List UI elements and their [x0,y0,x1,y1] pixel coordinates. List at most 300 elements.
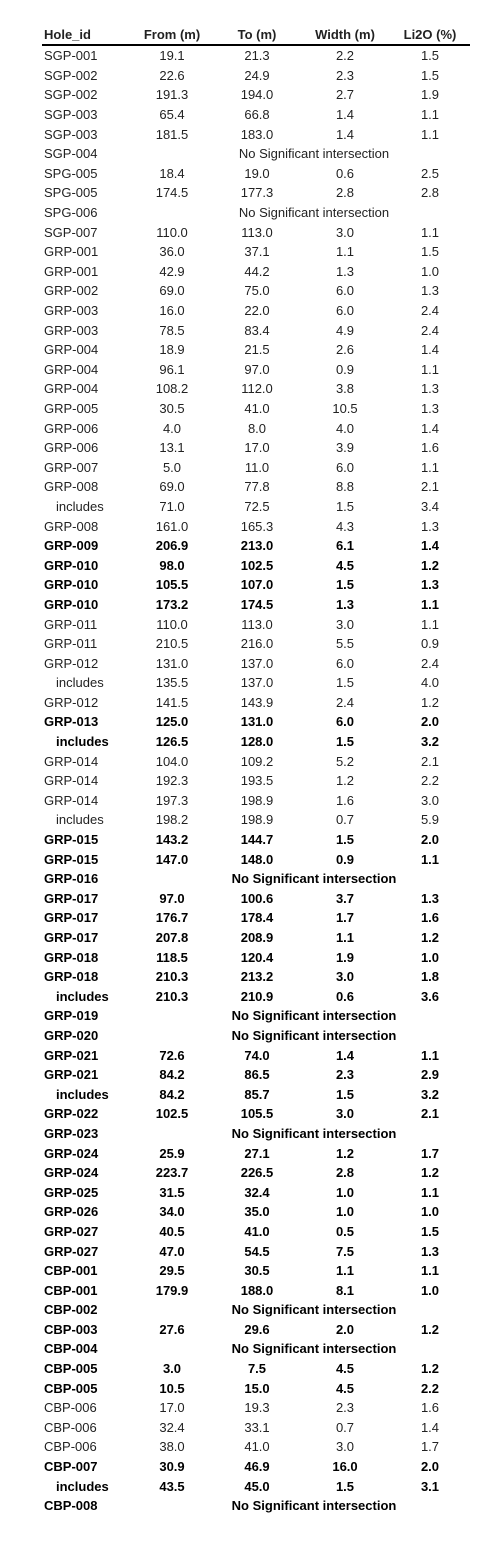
table-row [42,1182,470,1202]
to-cell: 109.2 [240,753,274,769]
to-cell: 216.0 [240,636,274,652]
li2o-cell: 1.7 [420,1439,440,1455]
table-row [42,928,470,948]
to-cell: 15.0 [244,1380,270,1396]
width-cell: 2.3 [335,1067,355,1083]
to-cell: 213.2 [240,969,274,985]
li2o-cell: 2.2 [420,773,440,789]
li2o-cell: 2.0 [420,832,440,848]
li2o-cell: 3.6 [420,988,440,1004]
table-row [42,438,470,458]
hole-id-cell: GRP-007 [44,459,99,475]
from-cell: 143.2 [155,832,189,848]
hole-id-cell: GRP-013 [44,714,99,730]
table-row [42,1202,470,1222]
hole-id-cell: GRP-006 [44,440,99,456]
hole-id-cell: GRP-009 [44,538,99,554]
li2o-cell: 1.2 [420,694,440,710]
to-cell: 74.0 [244,1047,270,1063]
to-cell: 148.0 [240,851,274,867]
to-cell: 21.5 [244,342,270,358]
li2o-cell: 1.4 [420,538,440,554]
to-cell: 44.2 [244,263,270,279]
li2o-cell: 1.2 [420,1321,440,1337]
table-row [42,947,470,967]
li2o-cell: 1.3 [420,890,440,906]
li2o-cell: 5.9 [420,812,440,828]
width-cell: 5.5 [335,636,355,652]
table-header [42,24,470,45]
from-cell: 4.0 [162,420,182,436]
to-cell: 198.9 [240,812,274,828]
width-cell: 0.9 [335,851,355,867]
li2o-cell: 3.1 [420,1478,440,1494]
table-row [42,555,470,575]
to-cell: 45.0 [244,1478,270,1494]
from-cell: 198.2 [155,812,189,828]
hole-id-cell: CBP-004 [44,1341,98,1357]
note-cell: No Significant intersection [231,1498,397,1514]
li2o-cell: 1.3 [420,1243,440,1259]
width-cell: 1.2 [335,1145,355,1161]
table-row [42,379,470,399]
table-row [42,1045,470,1065]
li2o-cell: 1.6 [420,910,440,926]
to-cell: 17.0 [244,440,270,456]
from-cell: 102.5 [155,1106,189,1122]
width-cell: 4.9 [335,322,355,338]
to-cell: 22.0 [244,303,270,319]
to-cell: 128.0 [240,734,274,750]
li2o-cell: 3.2 [420,1086,440,1102]
table-row [42,673,470,693]
hole-id-cell: GRP-015 [44,832,99,848]
to-cell: 46.9 [244,1459,270,1475]
li2o-cell: 1.5 [420,67,440,83]
table-row [42,653,470,673]
width-cell: 1.5 [335,498,355,514]
width-cell: 16.0 [332,1459,358,1475]
to-cell: 19.3 [244,1400,270,1416]
to-cell: 97.0 [244,361,270,377]
table-row [42,516,470,536]
hole-id-cell: GRP-020 [44,1027,99,1043]
header-hole-id: Hole_id [42,24,130,45]
width-cell: 1.4 [335,1047,355,1063]
to-cell: 208.9 [240,930,274,946]
to-cell: 105.5 [240,1106,274,1122]
hole-id-cell: SGP-007 [44,224,98,240]
table-row [42,1241,470,1261]
li2o-cell: 1.1 [420,224,440,240]
from-cell: 210.3 [155,988,189,1004]
header-to: To (m) [214,24,300,45]
from-cell: 176.7 [155,910,189,926]
from-cell: 22.6 [159,67,185,83]
hole-id-cell: GRP-024 [44,1145,99,1161]
width-cell: 3.0 [335,1439,355,1455]
from-cell: 36.0 [159,244,185,260]
li2o-cell: 1.5 [420,1223,440,1239]
width-cell: 1.3 [335,596,355,612]
li2o-cell: 1.0 [420,1204,440,1220]
table-row [42,1065,470,1085]
hole-id-cell: CBP-003 [44,1321,98,1337]
li2o-cell: 1.2 [420,1165,440,1181]
to-cell: 19.0 [244,165,270,181]
to-cell: 86.5 [244,1067,270,1083]
width-cell: 10.5 [332,400,358,416]
to-cell: 137.0 [240,655,274,671]
width-cell: 3.9 [335,440,355,456]
li2o-cell: 1.7 [420,1145,440,1161]
width-cell: 4.3 [335,518,355,534]
hole-id-cell: GRP-014 [44,792,99,808]
hole-id-cell: GRP-010 [44,577,99,593]
to-cell: 188.0 [240,1282,274,1298]
hole-id-cell: GRP-011 [44,616,98,632]
hole-id-cell: SGP-002 [44,67,98,83]
from-cell: 3.0 [162,1361,182,1377]
table-row [42,1143,470,1163]
hole-id-cell: CBP-006 [44,1400,97,1416]
from-cell: 69.0 [159,283,185,299]
li2o-cell: 1.1 [420,851,440,867]
hole-id-cell: GRP-018 [44,969,99,985]
hole-id-cell: GRP-015 [44,851,99,867]
li2o-cell: 4.0 [420,675,440,691]
li2o-cell: 1.5 [420,244,440,260]
drill-results-table [42,24,470,1516]
from-cell: 98.0 [159,557,185,573]
width-cell: 1.1 [335,244,355,260]
width-cell: 4.0 [335,420,355,436]
from-cell: 173.2 [155,596,189,612]
li2o-cell: 1.1 [420,1263,440,1279]
width-cell: 1.9 [335,949,355,965]
to-cell: 41.0 [244,1439,270,1455]
to-cell: 83.4 [244,322,270,338]
width-cell: 2.0 [335,1321,355,1337]
hole-id-cell: CBP-007 [44,1459,98,1475]
from-cell: 31.5 [159,1184,185,1200]
from-cell: 10.5 [159,1380,185,1396]
to-cell: 210.9 [240,988,274,1004]
hole-id-cell: SGP-003 [44,107,98,123]
table-row [42,849,470,869]
table-row [42,1496,470,1516]
table-row [42,595,470,615]
table-row [42,536,470,556]
li2o-cell: 1.1 [420,126,440,142]
from-cell: 29.5 [159,1263,185,1279]
width-cell: 1.0 [335,1184,355,1200]
width-cell: 6.0 [335,714,355,730]
table-row [42,712,470,732]
from-cell: 25.9 [159,1145,185,1161]
to-cell: 30.5 [244,1263,270,1279]
table-row [42,124,470,144]
to-cell: 198.9 [240,792,274,808]
hole-id-cell: includes [56,498,104,514]
li2o-cell: 2.1 [420,1106,440,1122]
from-cell: 191.3 [155,87,189,103]
hole-id-cell: CBP-002 [44,1302,98,1318]
hole-id-cell: GRP-012 [44,655,99,671]
hole-id-cell: SGP-002 [44,87,98,103]
from-cell: 131.0 [155,655,189,671]
li2o-cell: 2.1 [420,753,440,769]
li2o-cell: 2.0 [420,714,440,730]
header-from: From (m) [130,24,214,45]
li2o-cell: 2.0 [420,1459,440,1475]
width-cell: 0.9 [335,361,355,377]
note-cell: No Significant intersection [231,1008,397,1024]
width-cell: 6.0 [335,303,355,319]
width-cell: 2.2 [335,48,355,64]
table-row [42,1163,470,1183]
width-cell: 3.0 [335,1106,355,1122]
li2o-cell: 1.3 [420,577,440,593]
width-cell: 4.5 [335,1380,355,1396]
li2o-cell: 2.4 [420,322,440,338]
width-cell: 6.0 [335,283,355,299]
table-row [42,810,470,830]
table-row [42,1261,470,1281]
table-row [42,281,470,301]
from-cell: 32.4 [159,1419,185,1435]
table-row [42,360,470,380]
table-row [42,457,470,477]
note-cell: No Significant intersection [231,871,397,887]
from-cell: 34.0 [159,1204,185,1220]
li2o-cell: 1.4 [420,342,440,358]
hole-id-cell: SGP-004 [44,146,98,162]
from-cell: 108.2 [155,381,189,397]
hole-id-cell: GRP-018 [44,949,99,965]
width-cell: 1.5 [335,577,355,593]
width-cell: 2.3 [335,1400,355,1416]
table-row [42,1320,470,1340]
table-row [42,1418,470,1438]
to-cell: 54.5 [244,1243,270,1259]
table-row [42,908,470,928]
to-cell: 11.0 [244,459,270,475]
from-cell: 17.0 [159,1400,185,1416]
from-cell: 43.5 [159,1478,185,1494]
from-cell: 84.2 [159,1086,185,1102]
hole-id-cell: GRP-001 [44,244,99,260]
to-cell: 144.7 [240,832,274,848]
table-row [42,1280,470,1300]
hole-id-cell: CBP-001 [44,1263,98,1279]
hole-id-cell: GRP-014 [44,753,99,769]
table-body [42,45,470,1516]
width-cell: 1.6 [335,792,355,808]
from-cell: 110.0 [156,224,188,240]
hole-id-cell: CBP-005 [44,1380,98,1396]
from-cell: 69.0 [159,479,185,495]
from-cell: 40.5 [159,1223,185,1239]
table-row [42,967,470,987]
from-cell: 47.0 [159,1243,185,1259]
from-cell: 126.5 [155,734,189,750]
hole-id-cell: CBP-005 [44,1361,98,1377]
width-cell: 1.1 [335,930,355,946]
li2o-cell: 1.3 [420,381,440,397]
from-cell: 135.5 [155,675,189,691]
width-cell: 3.7 [335,890,355,906]
hole-id-cell: GRP-017 [44,890,99,906]
hole-id-cell: includes [56,675,104,691]
note-cell: No Significant intersection [231,1302,397,1318]
li2o-cell: 1.5 [420,48,440,64]
hole-id-cell: includes [56,1086,109,1102]
table-row [42,1359,470,1379]
to-cell: 213.0 [240,538,274,554]
table-row [42,164,470,184]
table-row [42,1339,470,1359]
to-cell: 112.0 [241,381,273,397]
width-cell: 6.0 [335,655,355,671]
table-row [42,418,470,438]
to-cell: 32.4 [244,1184,270,1200]
header-width: Width (m) [300,24,390,45]
from-cell: 42.9 [159,263,185,279]
note-cell: No Significant intersection [238,205,390,221]
table-row [42,477,470,497]
note-cell: No Significant intersection [231,1027,397,1043]
li2o-cell: 1.6 [420,1400,440,1416]
from-cell: 30.9 [159,1459,185,1475]
hole-id-cell: GRP-004 [44,381,99,397]
hole-id-cell: GRP-006 [44,420,99,436]
table-row [42,1378,470,1398]
width-cell: 1.2 [335,773,355,789]
li2o-cell: 2.2 [420,1380,440,1396]
width-cell: 2.8 [335,185,355,201]
width-cell: 2.6 [335,342,355,358]
from-cell: 125.0 [155,714,189,730]
hole-id-cell: GRP-021 [44,1067,99,1083]
from-cell: 18.9 [159,342,185,358]
width-cell: 4.5 [335,1361,355,1377]
header-row [42,24,470,45]
hole-id-cell: GRP-022 [44,1106,99,1122]
li2o-cell: 3.2 [420,734,440,750]
to-cell: 7.5 [247,1361,267,1377]
table-row [42,1398,470,1418]
width-cell: 1.1 [335,1263,355,1279]
hole-id-cell: SGP-001 [44,48,98,64]
from-cell: 118.5 [156,949,188,965]
table-row [42,301,470,321]
table-row [42,85,470,105]
width-cell: 0.5 [335,1223,355,1239]
hole-id-cell: GRP-021 [44,1047,99,1063]
width-cell: 1.5 [335,832,355,848]
hole-id-cell: GRP-027 [44,1223,99,1239]
li2o-cell: 1.6 [420,440,440,456]
from-cell: 197.3 [155,792,189,808]
to-cell: 21.3 [244,48,270,64]
hole-id-cell: GRP-004 [44,361,99,377]
to-cell: 120.4 [240,949,274,965]
hole-id-cell: GRP-023 [44,1125,99,1141]
hole-id-cell: GRP-012 [44,694,99,710]
from-cell: 192.3 [155,773,189,789]
hole-id-cell: GRP-001 [44,263,99,279]
to-cell: 193.5 [240,773,274,789]
table-row [42,634,470,654]
table-row [42,262,470,282]
to-cell: 77.8 [244,479,270,495]
hole-id-cell: includes [56,988,109,1004]
li2o-cell: 1.0 [420,263,440,279]
from-cell: 223.7 [155,1165,189,1181]
to-cell: 183.0 [240,126,274,142]
to-cell: 33.1 [244,1419,270,1435]
to-cell: 107.0 [240,577,274,593]
hole-id-cell: includes [56,734,109,750]
hole-id-cell: GRP-010 [44,596,99,612]
table-row [42,105,470,125]
table-row [42,203,470,223]
hole-id-cell: GRP-016 [44,871,99,887]
table-row [42,183,470,203]
from-cell: 141.5 [155,694,189,710]
from-cell: 110.0 [156,616,188,632]
note-cell: No Significant intersection [231,1125,397,1141]
table-row [42,751,470,771]
li2o-cell: 1.1 [420,1184,440,1200]
to-cell: 137.0 [240,675,274,691]
to-cell: 8.0 [247,420,267,436]
table-row [42,222,470,242]
hole-id-cell: GRP-011 [44,636,98,652]
note-cell: No Significant intersection [238,146,390,162]
to-cell: 66.8 [244,107,270,123]
hole-id-cell: CBP-006 [44,1439,97,1455]
from-cell: 210.5 [155,636,189,652]
li2o-cell: 1.3 [420,518,440,534]
hole-id-cell: GRP-025 [44,1184,99,1200]
table-row [42,987,470,1007]
table-row [42,497,470,517]
hole-id-cell: GRP-019 [44,1008,99,1024]
hole-id-cell: GRP-014 [44,773,99,789]
width-cell: 7.5 [335,1243,355,1259]
width-cell: 5.2 [335,753,355,769]
width-cell: 3.0 [335,969,355,985]
table-row [42,1457,470,1477]
to-cell: 41.0 [244,1223,270,1239]
hole-id-cell: CBP-001 [44,1282,98,1298]
width-cell: 1.3 [335,263,355,279]
from-cell: 179.9 [155,1282,189,1298]
hole-id-cell: includes [56,1478,109,1494]
table-row [42,1026,470,1046]
hole-id-cell: CBP-008 [44,1498,98,1514]
width-cell: 6.0 [335,459,355,475]
from-cell: 96.1 [159,361,185,377]
li2o-cell: 1.1 [420,596,440,612]
from-cell: 30.5 [159,400,185,416]
from-cell: 161.0 [155,518,189,534]
table-row [42,791,470,811]
hole-id-cell: GRP-003 [44,322,99,338]
li2o-cell: 1.4 [420,1419,440,1435]
